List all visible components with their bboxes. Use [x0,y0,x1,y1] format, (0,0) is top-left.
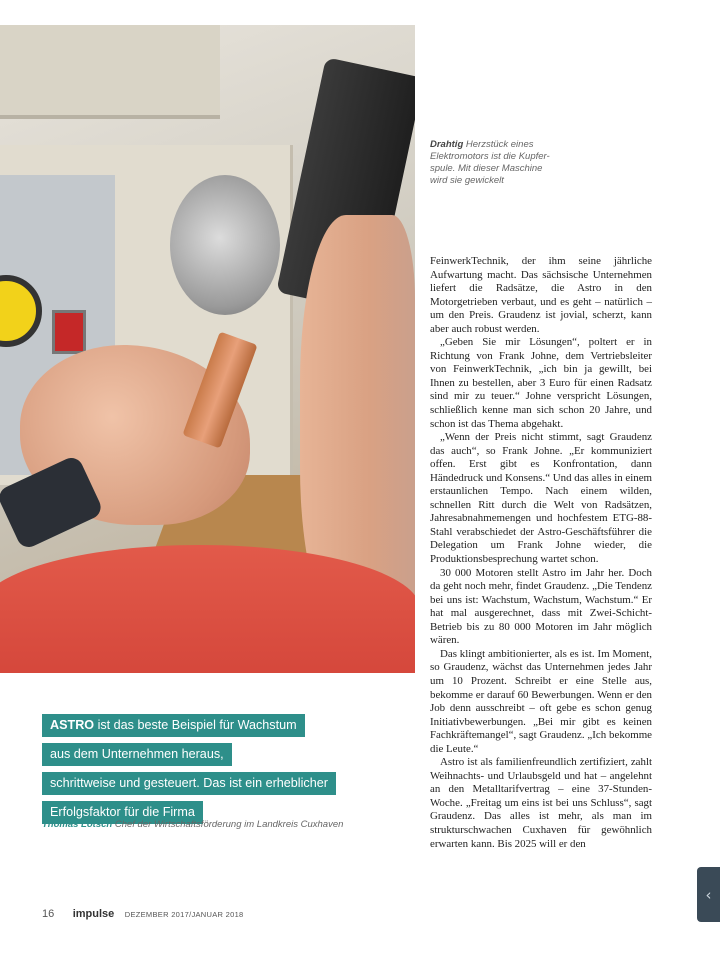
photo-caption [430,139,570,187]
caption-line: wird sie gewickelt [430,175,504,186]
previous-page-button[interactable] [697,867,720,922]
quote-line-2: aus dem Unternehmen heraus, [42,743,232,766]
brand-name: impulse [72,908,115,920]
hand-wheel [170,175,280,315]
quote-line-1: ist das beste Beispiel für Wachstum [94,718,297,732]
quote-line-4: Erfolgsfaktor für die Firma [42,801,203,824]
issue-label: DEZEMBER 2017/JANUAR 2018 [124,910,244,919]
machine-top [0,25,220,119]
paragraph: „Geben Sie mir Lösungen“, poltert er in Richtung von Frank Johne, dem Vertriebsleiter von FeinwerkTechnik, „ich bin ja gewillt, bei Ihnen zu bestellen, aber 3 Euro für einen Radsatz sind mir zu teuer.“ Johne verspricht Lösungen, schließlich kenne man sich schon 20 Jahre, und schon ist das Thema abgehakt. [430,336,652,430]
chevron-left-icon: ‹ [705,885,712,904]
quote-attribution [42,819,422,830]
quote-line [42,714,305,737]
red-button [52,310,86,354]
caption-line: Herzstück eines [465,139,534,150]
page-footer [42,904,244,922]
article-body [430,255,652,851]
attribution-name: Thomas Lötsch [42,819,113,830]
article-photo [0,25,415,673]
attribution-role: Chef der Wirtschaftsförderung im Landkreis Cuxhaven [114,819,344,830]
caption-line: spule. Mit dieser Maschine [430,163,543,174]
paragraph: Astro ist als familienfreundlich zertifiziert, zahlt Weihnachts- und Urlaubsgeld und hat – angelehnt an den Metalltarifvertrag – eine 37-Stunden-Woche. „Freitag um eins ist bei uns Schluss“, sagt Graudenz. Das alles ist mehr, als man im strukturschwachen Cuxhaven für gewöhnlich erwarten kann. Bis 2025 will er den [430,756,652,850]
red-sleeve [0,545,415,673]
paragraph: Das klingt ambitionierter, als es ist. Im Moment, so Graudenz, wächst das Unternehmen jedes Jahr um 10 Prozent. Schreibt er eine Stelle aus, bekomme er darauf 60 Bewerbungen. Wenn er den Job denn ausschreibt – oft gebe es schon genug Initiativbewerbungen. „Bei mir gibt es keinen Fachkräftemangel“, sagt Graudenz. „Ich bekomme die Leute.“ [430,647,652,755]
pull-quote [42,714,402,830]
paragraph: „Wenn der Preis nicht stimmt, sagt Graudenz das auch“, so Frank Johne. „Er kommuniziert offen. Erst gibt es Konfrontation, dann Händedruck und Konsens.“ Und das alles in einem erstaunlichen Tempo. Nach einem wilden, schnellen Ritt durch die Welt von Radsätzen, Jahresabnahmemengen und hochfestem ETG-88-Stahl verabschiedet der Astro-Geschäftsführer die Delegation um Frank Johne wieder, die Produktionsbesprechung wartet schon. [430,431,652,566]
quote-line-3: schrittweise und gesteuert. Das ist ein erheblicher [42,772,336,795]
caption-line: Elektromotors ist die Kupfer- [430,151,550,162]
quote-lead: ASTRO [50,718,95,732]
paragraph: 30 000 Motoren stellt Astro im Jahr her. Doch da geht noch mehr, findet Graudenz. „Die Tendenz bei uns ist: Wachstum, Wachstum, Wachstum.“ Er hat mal ausgerechnet, dass mit Zwei-Schicht-Betrieb bis zu 80 000 Motoren im Jahr möglich wären. [430,566,652,647]
caption-lead: Drahtig [430,139,464,150]
paragraph: FeinwerkTechnik, der ihm seine jährliche Aufwartung macht. Das sächsische Unternehmen liefert die Radsätze, die Astro in den Motorgetrieben verbaut, und es geht – natürlich – um den Preis. Graudenz ist jovial, scherzt, kann aber auch robust werden. [430,255,652,335]
page-number: 16 [42,908,55,920]
